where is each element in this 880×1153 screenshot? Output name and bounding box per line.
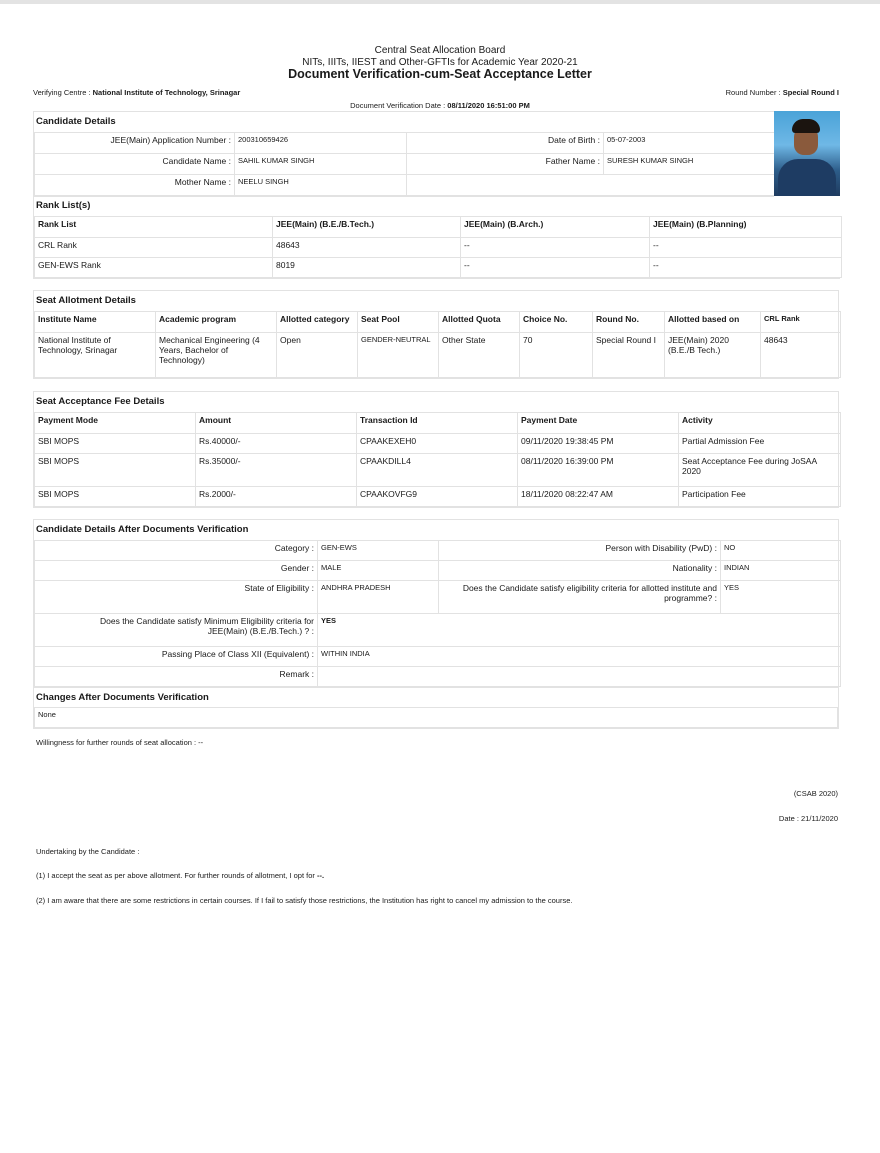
name-label: Candidate Name : [35, 154, 235, 175]
fee-header: Transaction Id [357, 413, 518, 434]
allotment-header: Seat Pool [358, 312, 439, 333]
allotment-header: Allotted based on [665, 312, 761, 333]
rank-header: JEE(Main) (B.Arch.) [461, 217, 650, 238]
table-row: SBI MOPS Rs.35000/- CPAAKDILL4 08/11/2020 16:39:00 PM Seat Acceptance Fee during JoSAA 2020 [35, 454, 841, 487]
table-row: National Institute of Technology, Srinagar Mechanical Engineering (4 Years, Bachelor of Technology) Open GENDER-NEUTRAL Other State 70 Special Round I JEE(Main) 2020 (B.E./B Tech.) 48643 [35, 333, 841, 378]
dob-value: 05-07-2003 [604, 133, 776, 154]
pwd-value: NO [721, 541, 841, 561]
nationality-value: INDIAN [721, 561, 841, 581]
section-title: Seat Allotment Details [36, 295, 136, 306]
father-value: SURESH KUMAR SINGH [604, 154, 776, 175]
allotment-header: CRL Rank [761, 312, 841, 333]
changes-value: None [35, 708, 838, 728]
min-elig-value: YES [318, 614, 841, 647]
table-row: SBI MOPS Rs.40000/- CPAAKEXEH0 09/11/2020 19:38:45 PM Partial Admission Fee [35, 434, 841, 454]
rank-header: JEE(Main) (B.E./B.Tech.) [273, 217, 461, 238]
section-title: Seat Acceptance Fee Details [36, 396, 165, 407]
letter-date: Date : 21/11/2020 [778, 814, 838, 823]
board-name: Central Seat Allocation Board [374, 45, 506, 56]
letter-title: Document Verification-cum-Seat Acceptance Letter [288, 67, 592, 81]
category-value: GEN-EWS [318, 541, 439, 561]
willingness: Willingness for further rounds of seat allocation : -- [36, 738, 204, 747]
csab-label: (CSAB 2020) [793, 789, 838, 798]
round-number: Round Number : Special Round I [725, 88, 839, 97]
allotment-header: Institute Name [35, 312, 156, 333]
name-value: SAHIL KUMAR SINGH [235, 154, 407, 175]
criteria-value: YES [721, 581, 841, 614]
verifying-centre: Verifying Centre : National Institute of Technology, Srinagar [33, 88, 241, 97]
table-row: SBI MOPS Rs.2000/- CPAAKOVFG9 18/11/2020 08:22:47 AM Participation Fee [35, 487, 841, 507]
verifying-centre-value: National Institute of Technology, Srinagar [92, 88, 241, 97]
fee-header: Payment Mode [35, 413, 196, 434]
allotment-header: Academic program [156, 312, 277, 333]
allotment-header: Round No. [593, 312, 665, 333]
gender-value: MALE [318, 561, 439, 581]
fee-header: Amount [196, 413, 357, 434]
table-row: GEN-EWS Rank 8019 -- -- [35, 258, 842, 278]
section-title: Changes After Documents Verification [34, 687, 838, 707]
candidate-details-section [33, 111, 774, 197]
fee-details-section [33, 391, 839, 508]
fee-header: Payment Date [518, 413, 679, 434]
dob-label: Date of Birth : [407, 133, 604, 154]
allotment-header: Choice No. [520, 312, 593, 333]
after-dv-section: Candidate Details After Documents Verification Category : GEN-EWS Person with Disability (PwD) : NO Gender : MALE Nationality : INDIAN State of Eligibility : ANDHRA PRADESH Does the Candidate satisfy eligibility criteria for allotted institute and programme? : YES Does the Candidate satisfy Minimum Eligibility criteria for JEE(Main) (B.E./B.Tech.) ? : YES Passing Place of Class XII (Equivalent) : WITHIN INDIA Remark : Changes After Documents Verification None [33, 519, 839, 729]
passing-value: WITHIN INDIA [318, 647, 841, 667]
section-title: Rank List(s) [36, 200, 91, 211]
mother-label: Mother Name : [35, 175, 235, 196]
rank-header: Rank List [35, 217, 273, 238]
institutes-line: NITs, IIITs, IIEST and Other-GFTIs for Academic Year 2020-21 [302, 57, 578, 68]
rank-header: JEE(Main) (B.Planning) [650, 217, 842, 238]
undertaking-title: Undertaking by the Candidate : [36, 847, 140, 856]
candidate-photo [774, 111, 840, 196]
dv-date-value: 08/11/2020 16:51:00 PM [447, 101, 530, 110]
section-title: Candidate Details [36, 116, 116, 127]
undertaking-point-2: (2) I am aware that there are some restrictions in certain courses. If I fail to satisfy those restrictions, the Institution has right to cancel my admission to the course. [36, 896, 573, 905]
remark-value [318, 667, 841, 687]
state-value: ANDHRA PRADESH [318, 581, 439, 614]
top-border [0, 0, 880, 4]
table-row: CRL Rank 48643 -- -- [35, 238, 842, 258]
father-label: Father Name : [407, 154, 604, 175]
round-number-value: Special Round I [782, 88, 839, 97]
app-no-label: JEE(Main) Application Number : [35, 133, 235, 154]
undertaking-point-1: (1) I accept the seat as per above allotment. For further rounds of allotment, I opt for --. [36, 871, 325, 880]
allotment-header: Allotted Quota [439, 312, 520, 333]
rank-list-section [33, 196, 840, 279]
fee-header: Activity [679, 413, 841, 434]
section-title: Candidate Details After Documents Verification [36, 524, 249, 535]
allotment-header: Allotted category [277, 312, 358, 333]
mother-value: NEELU SINGH [235, 175, 407, 196]
seat-allotment-section [33, 290, 839, 379]
dv-date: Document Verification Date : 08/11/2020 16:51:00 PM [350, 101, 530, 110]
app-no-value: 200310659426 [235, 133, 407, 154]
